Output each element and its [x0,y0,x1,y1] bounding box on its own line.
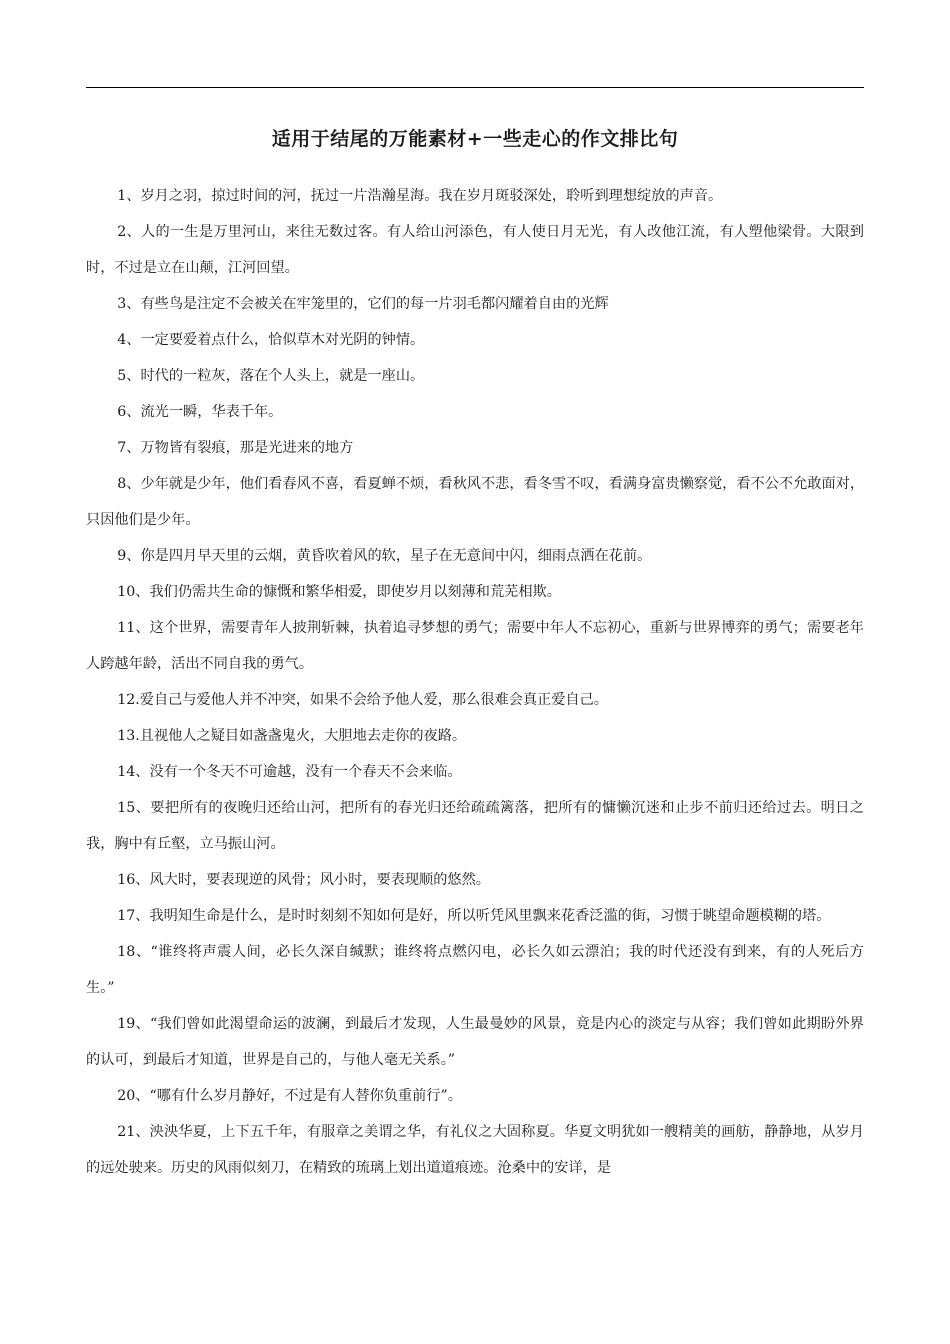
paragraph-10: 10、我们仍需共生命的慷慨和繁华相爱，即使岁月以刻薄和荒芜相欺。 [117,584,561,600]
paragraph-4: 4、一定要爱着点什么，恰似草木对光阴的钟情。 [117,332,425,348]
paragraph-6: 6、流光一瞬，华表千年。 [117,404,283,420]
header-rule [86,87,864,88]
paragraph-16: 16、风大时，要表现逆的风骨；风小时，要表现顺的悠然。 [117,872,490,888]
paragraph-9: 9、你是四月早天里的云烟，黄昏吹着风的软，星子在无意间中闪，细雨点洒在花前。 [117,548,652,564]
paragraph-7: 7、万物皆有裂痕，那是光进来的地方 [117,440,354,456]
paragraph-3: 3、有些鸟是注定不会被关在牢笼里的，它们的每一片羽毛都闪耀着自由的光辉 [117,296,609,312]
paragraph-2: 2、人的一生是万里河山，来往无数过客。有人给山河添色，有人使日月无光，有人改他江流，有人塑他梁骨。大限到时，不过是立在山颠，江河回望。 [86,224,864,276]
document-body [86,178,864,1186]
paragraph-8: 8、少年就是少年，他们看春风不喜，看夏蝉不烦，看秋风不悲，看冬雪不叹，看满身富贵懒察觉，看不公不允敢面对，只因他们是少年。 [86,476,865,528]
paragraph-21: 21、泱泱华夏，上下五千年，有服章之美谓之华，有礼仪之大固称夏。华夏文明犹如一艘精美的画舫，静静地，从岁月的远处驶来。历史的风雨似刻刀，在精致的琉璃上划出道道痕迹。沧桑中的安详，是 [86,1124,864,1176]
paragraph-20: 20、“哪有什么岁月静好，不过是有人替你负重前行”。 [117,1088,462,1104]
paragraph-11: 11、这个世界，需要青年人披荆斩棘，执着追寻梦想的勇气；需要中年人不忘初心，重新与世界博弈的勇气；需要老年人跨越年龄，活出不同自我的勇气。 [86,620,864,672]
paragraph-1: 1、岁月之羽，掠过时间的河，抚过一片浩瀚星海。我在岁月斑驳深处，聆听到理想绽放的声音。 [117,188,723,204]
paragraph-5: 5、时代的一粒灰，落在个人头上，就是一座山。 [117,368,425,384]
paragraph-13: 13.且视他人之疑目如盏盏鬼火，大胆地去走你的夜路。 [117,728,467,744]
paragraph-12: 12.爱自己与爱他人并不冲突，如果不会给予他人爱，那么很难会真正爱自己。 [117,692,608,708]
paragraph-19: 19、“我们曾如此渴望命运的波澜，到最后才发现，人生最曼妙的风景，竟是内心的淡定与从容；我们曾如此期盼外界的认可，到最后才知道，世界是自己的，与他人毫无关系。” [86,1016,864,1068]
document-title: 适用于结尾的万能素材+一些走心的作文排比句 [271,128,679,150]
paragraph-14: 14、没有一个冬天不可逾越，没有一个春天不会来临。 [117,764,462,780]
paragraph-17: 17、我明知生命是什么，是时时刻刻不知如何是好，所以听凭风里飘来花香泛滥的街，习惯于眺望命题模糊的塔。 [117,908,831,924]
paragraph-18: 18、“谁终将声震人间，必长久深自缄默；谁终将点燃闪电，必长久如云漂泊；我的时代还没有到来，有的人死后方生。” [86,944,864,996]
paragraph-15: 15、要把所有的夜晚归还给山河，把所有的春光归还给疏疏篱落，把所有的慵懒沉迷和止步不前归还给过去。明日之我，胸中有丘壑，立马振山河。 [86,800,864,852]
